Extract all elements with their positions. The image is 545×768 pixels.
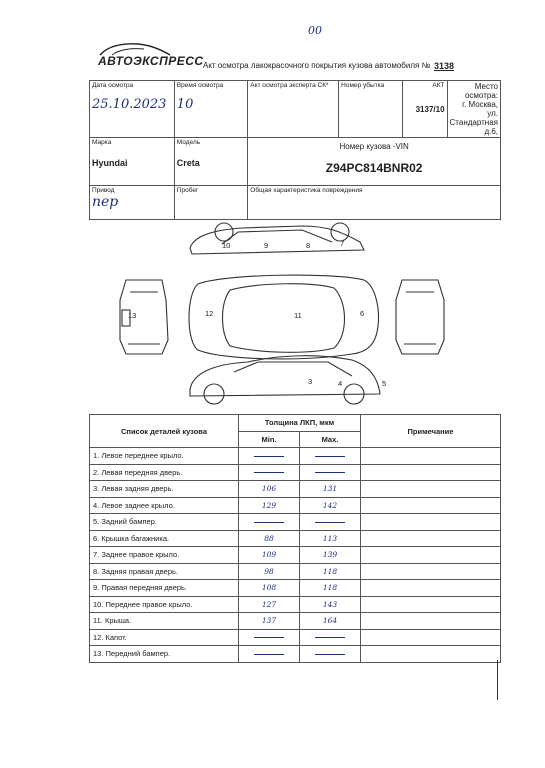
note-cell (361, 464, 501, 481)
table-row (90, 514, 501, 531)
max-value: 131 (300, 481, 361, 498)
table-row (90, 530, 501, 547)
model-value: Creta (176, 158, 200, 168)
note-cell (361, 448, 501, 465)
max-value: 139 (300, 547, 361, 564)
min-value: 127 (239, 596, 300, 613)
max-value (300, 448, 361, 465)
note-cell (361, 514, 501, 531)
table-row (90, 481, 501, 498)
table-row (90, 646, 501, 663)
drive-cell: Привод пер (90, 186, 175, 220)
document-title: Акт осмотра лакокрасочного покрытия кузова автомобиля № (203, 61, 431, 70)
max-value: 113 (300, 530, 361, 547)
diagram-label: 5 (382, 379, 387, 388)
min-value: 106 (239, 481, 300, 498)
max-value: 118 (300, 563, 361, 580)
part-name: 8. Задняя правая дверь. (90, 563, 239, 580)
part-name: 12. Капот. (90, 629, 239, 646)
diagram-label: 8 (306, 241, 311, 250)
min-header: Min. (239, 431, 300, 448)
table-row (90, 563, 501, 580)
part-name: 10. Переднее правое крыло. (90, 596, 239, 613)
empty-dash (254, 522, 284, 523)
note-cell (361, 481, 501, 498)
date-value: 25.10.2023 (92, 97, 167, 112)
brand-value: Hyundai (92, 158, 128, 168)
expert-cell: Акт осмотра эксперта СК* (248, 81, 339, 138)
handwritten-overlay: 00 (308, 24, 322, 37)
note-cell (361, 646, 501, 663)
part-name: 1. Левое переднее крыло. (90, 448, 239, 465)
damage-cell: Общая характеристика повреждения (248, 186, 501, 220)
max-header: Max. (300, 431, 361, 448)
note-cell (361, 563, 501, 580)
note-cell (361, 613, 501, 630)
vin-cell: Номер кузова -VIN Z94PC814BNR02 (248, 138, 501, 186)
max-value: 118 (300, 580, 361, 597)
min-value: 137 (239, 613, 300, 630)
part-name: 2. Левая передняя дверь. (90, 464, 239, 481)
max-value (300, 514, 361, 531)
mileage-cell: Пробег (174, 186, 247, 220)
max-value (300, 646, 361, 663)
act-cell: АКТ 3137/10 (402, 81, 447, 138)
vin-value: Z94PC814BNR02 (325, 161, 423, 175)
parts-header: Список деталей кузова (90, 415, 239, 448)
date-cell: Дата осмотра 25.10.2023 (90, 81, 175, 138)
part-name: 4. Левое заднее крыло. (90, 497, 239, 514)
thickness-header: Толщина ЛКП, мкм (239, 415, 361, 432)
table-row (90, 580, 501, 597)
empty-dash (254, 456, 284, 457)
diagram-label: 13 (128, 311, 137, 320)
empty-dash (254, 472, 284, 473)
empty-dash (315, 472, 345, 473)
empty-dash (315, 654, 345, 655)
diagram-label: 12 (205, 309, 214, 318)
diagram-label: 9 (264, 241, 269, 250)
min-value: 98 (239, 563, 300, 580)
max-value: 164 (300, 613, 361, 630)
note-cell (361, 530, 501, 547)
table-row (90, 497, 501, 514)
max-value (300, 464, 361, 481)
empty-dash (254, 637, 284, 638)
note-cell (361, 580, 501, 597)
empty-dash (315, 522, 345, 523)
min-value: 129 (239, 497, 300, 514)
diagram-label: 6 (360, 309, 365, 318)
brand-cell: Марка Hyundai (90, 138, 175, 186)
empty-dash (315, 637, 345, 638)
part-name: 7. Заднее правое крыло. (90, 547, 239, 564)
part-name: 9. Правая передняя дверь. (90, 580, 239, 597)
note-cell (361, 497, 501, 514)
table-row (90, 547, 501, 564)
inspection-info-table (89, 80, 501, 220)
table-row (90, 613, 501, 630)
table-row (90, 629, 501, 646)
place-cell: Место осмотра: г. Москва, ул. Стандартная д.6, (447, 81, 500, 138)
min-value (239, 448, 300, 465)
time-value: 10 (176, 97, 194, 112)
max-value: 142 (300, 497, 361, 514)
document-number: 3138 (434, 61, 455, 71)
time-cell: Время осмотра 10 (174, 81, 247, 138)
table-row (90, 464, 501, 481)
model-cell: Модель Creta (174, 138, 247, 186)
part-name: 6. Крышка багажника. (90, 530, 239, 547)
empty-dash (254, 654, 284, 655)
min-value (239, 646, 300, 663)
diagram-label: 3 (308, 377, 313, 386)
diagram-label: 7 (340, 239, 345, 248)
company-logo: АВТОЭКСПРЕСС (98, 54, 204, 68)
min-value: 108 (239, 580, 300, 597)
part-name: 3. Левая задняя дверь. (90, 481, 239, 498)
drive-value: пер (92, 194, 119, 210)
note-cell (361, 596, 501, 613)
part-name: 13. Передний бампер. (90, 646, 239, 663)
note-cell (361, 547, 501, 564)
min-value (239, 514, 300, 531)
min-value (239, 464, 300, 481)
note-header: Примечание (361, 415, 501, 448)
min-value (239, 629, 300, 646)
margin-bracket (497, 660, 504, 700)
table-row (90, 596, 501, 613)
loss-number-cell: Номер убытка (339, 81, 403, 138)
diagram-label: 4 (338, 379, 343, 388)
paint-thickness-table (89, 414, 501, 663)
min-value: 109 (239, 547, 300, 564)
empty-dash (315, 456, 345, 457)
diagram-label: 11 (294, 311, 302, 320)
min-value: 88 (239, 530, 300, 547)
part-name: 11. Крыша. (90, 613, 239, 630)
diagram-label: 10 (222, 241, 231, 250)
max-value: 143 (300, 596, 361, 613)
part-name: 5. Задний бампер. (90, 514, 239, 531)
act-value: 3137/10 (415, 105, 445, 114)
table-row (90, 448, 501, 465)
note-cell (361, 629, 501, 646)
max-value (300, 629, 361, 646)
car-body-diagram (102, 214, 482, 410)
